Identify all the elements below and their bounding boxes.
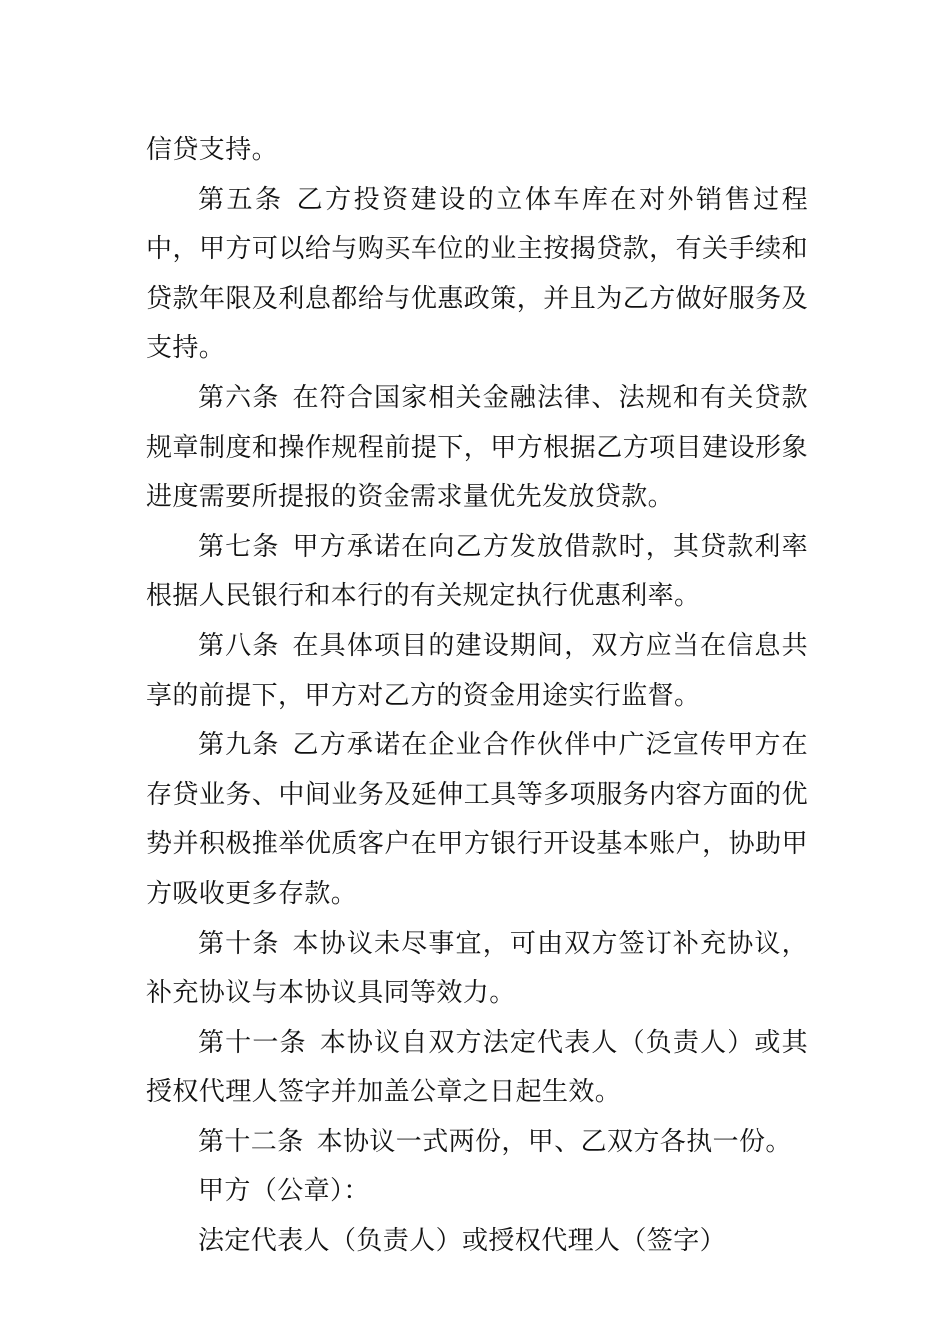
article-6 (146, 374, 808, 523)
article-number: 第五条 (198, 184, 284, 215)
article-9 (146, 721, 808, 919)
article-number: 第九条 (198, 730, 280, 761)
article-text: 本协议自双方法定代表人（负责人）或其授权代理人签字并加盖公章之日起生效。 (146, 1027, 808, 1108)
article-number: 第十一条 (198, 1027, 307, 1058)
article-text: 在具体项目的建设期间，双方应当在信息共享的前提下，甲方对乙方的资金用途实行监督。 (146, 630, 808, 711)
article-text: 乙方投资建设的立体车库在对外销售过程中，甲方可以给与购买车位的业主按揭贷款，有关手续和贷款年限及利息都给与优惠政策，并且为乙方做好服务及支持。 (146, 184, 808, 364)
article-number: 第八条 (198, 630, 280, 661)
document-body (146, 126, 808, 1267)
article-12 (146, 1118, 808, 1168)
article-text: 甲方承诺在向乙方发放借款时，其贷款利率根据人民银行和本行的有关规定执行优惠利率。 (146, 531, 808, 612)
party-a-seal-line: 甲方（公章）： (198, 1176, 370, 1207)
article-number: 第十条 (198, 928, 280, 959)
article-number: 第十二条 (198, 1126, 304, 1157)
continuation-line: 信贷支持。 (146, 135, 279, 165)
article-8 (146, 622, 808, 721)
article-text: 本协议未尽事宜，可由双方签订补充协议，补充协议与本协议具同等效力。 (146, 928, 808, 1009)
article-10 (146, 920, 808, 1019)
article-text: 乙方承诺在企业合作伙伴中广泛宣传甲方在存贷业务、中间业务及延伸工具等多项服务内容方面的优势并积极推举优质客户在甲方银行开设基本账户，协助甲方吸收更多存款。 (146, 730, 808, 909)
article-text: 本协议一式两份，甲、乙双方各执一份。 (316, 1126, 792, 1157)
article-5 (146, 176, 808, 374)
article-text: 在符合国家相关金融法律、法规和有关贷款规章制度和操作规程前提下，甲方根据乙方项目建设形象进度需要所提报的资金需求量优先发放贷款。 (146, 382, 808, 513)
article-7 (146, 523, 808, 622)
representative-signature-line: 法定代表人（负责人）或授权代理人（签字） (198, 1226, 727, 1257)
article-11 (146, 1019, 808, 1118)
article-number: 第七条 (198, 531, 280, 562)
article-number: 第六条 (198, 382, 280, 413)
